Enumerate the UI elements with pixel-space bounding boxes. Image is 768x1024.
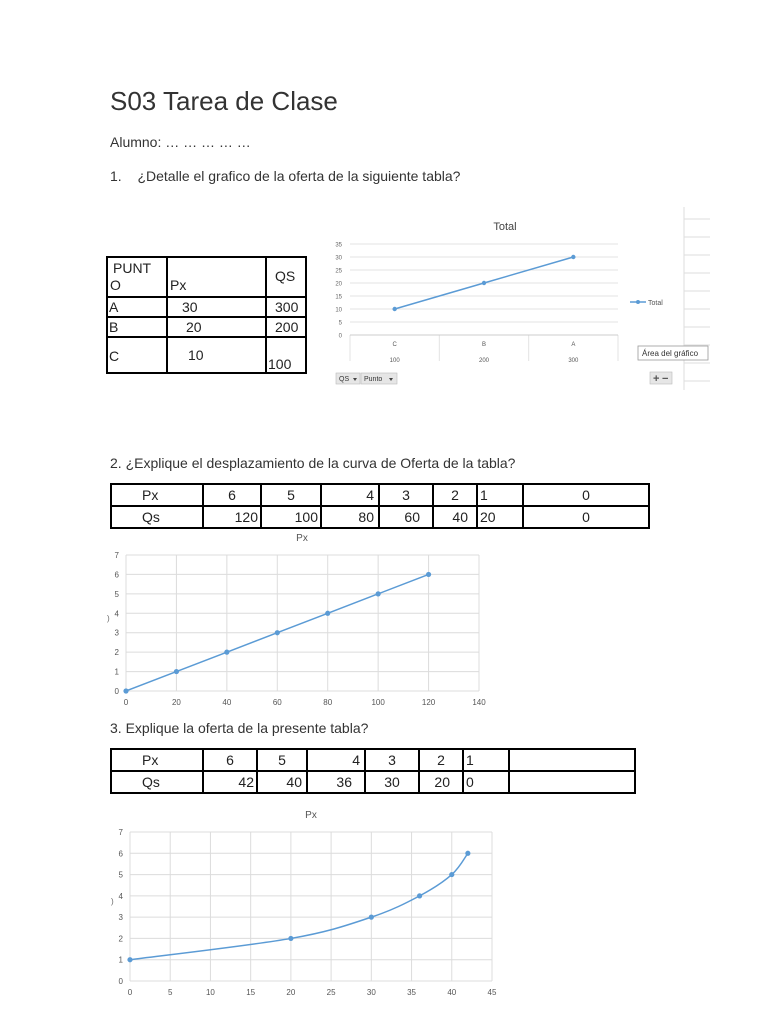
y-tick-label: 5 <box>338 320 342 327</box>
y-tick-label: 20 <box>335 281 342 288</box>
y-tick-label: 7 <box>118 828 123 837</box>
y-tick-label: 15 <box>335 294 342 301</box>
y-tick-label: 6 <box>118 849 123 859</box>
px-value: 6 <box>203 749 257 771</box>
student-line: Alumno: … … … … … <box>110 134 251 150</box>
x-tick-label: 140 <box>472 698 486 707</box>
chart-2[interactable] <box>105 528 495 712</box>
x-tick-label: 30 <box>366 988 376 997</box>
y-tick-label: 5 <box>118 870 123 880</box>
qs-value: 36 <box>307 771 365 793</box>
question-2: 2. ¿Explique el desplazamiento de la curva de Oferta de la tabla? <box>110 455 516 471</box>
data-point <box>426 572 431 577</box>
data-point <box>123 688 128 693</box>
chart-3[interactable] <box>108 804 508 1004</box>
qs-value: 0 <box>463 771 509 793</box>
x-category-label: C <box>392 342 397 348</box>
series-line <box>130 853 468 959</box>
row-px: 20 <box>186 319 202 335</box>
y-tick-label: 0 <box>338 333 342 340</box>
qs-value: 42 <box>203 771 257 793</box>
legend-marker <box>636 300 640 304</box>
data-point <box>449 872 454 877</box>
x-tick-label: 5 <box>167 988 173 997</box>
x-tick-label: 20 <box>286 988 296 997</box>
chart-1-axes <box>335 243 618 365</box>
qs-value: 0 <box>523 506 649 528</box>
row-qs: 200 <box>275 319 299 335</box>
data-point <box>288 936 293 941</box>
qs-filter-label: QS <box>339 376 350 383</box>
y-tick-label: 0 <box>118 977 123 986</box>
qs-value: 30 <box>365 771 419 793</box>
x-category-label: A <box>571 342 576 348</box>
table-row-px <box>111 484 649 506</box>
header-px-label: Px <box>170 277 187 293</box>
row-px: 10 <box>188 347 204 363</box>
px-value: 2 <box>419 749 463 771</box>
x-tick-label: 40 <box>222 698 232 707</box>
qs-value: 60 <box>379 506 433 528</box>
minus-icon[interactable]: − <box>662 373 669 385</box>
x-tick-label: 45 <box>487 988 497 997</box>
y-tick-label: 0 <box>114 687 119 696</box>
px-value: 6 <box>203 484 261 506</box>
y-tick-label: 7 <box>114 551 119 560</box>
header-px <box>167 257 266 297</box>
px-label: Px <box>111 484 203 506</box>
y-axis-label-fragment: ) <box>111 897 114 906</box>
qs-value: 120 <box>203 506 261 528</box>
y-tick-label: 4 <box>114 609 119 619</box>
y-tick-label: 2 <box>118 934 123 944</box>
row-punto: B <box>109 319 119 335</box>
x-tick-label: 80 <box>323 698 333 707</box>
y-tick-label: 3 <box>118 913 123 923</box>
header-qs <box>266 257 306 297</box>
supply-table-1 <box>106 256 307 374</box>
data-point <box>376 591 381 596</box>
px-value <box>509 749 635 771</box>
y-tick-label: 1 <box>118 955 123 965</box>
table-row-px <box>111 749 635 771</box>
y-tick-label: 3 <box>114 628 119 638</box>
px-value: 4 <box>307 749 365 771</box>
px-value: 3 <box>379 484 433 506</box>
table-row <box>107 297 306 317</box>
data-point <box>224 650 229 655</box>
y-tick-label: 6 <box>114 570 119 580</box>
row-px: 30 <box>182 299 198 315</box>
data-point <box>325 611 330 616</box>
table-row-qs <box>111 506 649 528</box>
px-value: 1 <box>477 484 523 506</box>
y-tick-label: 10 <box>335 307 342 314</box>
question-1-text: ¿Detalle el grafico de la oferta de la siguiente tabla? <box>137 168 461 184</box>
page-title: S03 Tarea de Clase <box>110 86 338 116</box>
x-category-sublabel: 300 <box>568 358 579 364</box>
px-value: 3 <box>365 749 419 771</box>
x-tick-label: 0 <box>123 698 129 707</box>
header-punto-line2: O <box>110 277 121 293</box>
px-value: 5 <box>257 749 307 771</box>
y-tick-label: 5 <box>114 589 119 599</box>
x-tick-label: 20 <box>171 698 181 707</box>
y-tick-label: 35 <box>335 242 342 249</box>
data-point <box>275 630 280 635</box>
question-1 <box>110 168 460 184</box>
qs-value: 40 <box>433 506 477 528</box>
chart-3-series <box>127 851 470 963</box>
px-value: 1 <box>463 749 509 771</box>
question-3: 3. Explique la oferta de la presente tabla? <box>110 720 369 736</box>
qs-value: 40 <box>257 771 307 793</box>
data-point <box>392 307 396 311</box>
x-category-sublabel: 200 <box>478 358 490 364</box>
x-tick-label: 10 <box>205 988 215 997</box>
x-category-label: B <box>481 342 487 348</box>
row-punto: C <box>109 348 120 364</box>
row-punto: A <box>109 299 119 315</box>
px-value: 5 <box>261 484 321 506</box>
x-tick-label: 60 <box>272 698 282 707</box>
y-tick-label: 25 <box>335 268 342 275</box>
supply-table-2 <box>110 483 650 529</box>
spreadsheet-cells <box>684 207 710 390</box>
data-point <box>571 255 575 259</box>
header-punto-line1: PUNT <box>113 260 152 276</box>
x-tick-label: 120 <box>421 698 436 707</box>
qs-label: Qs <box>111 506 203 528</box>
chart-3-title: Px <box>305 810 317 821</box>
x-tick-label: 0 <box>127 988 133 997</box>
x-tick-label: 100 <box>371 698 385 707</box>
px-value: 2 <box>433 484 477 506</box>
supply-table-3 <box>110 748 636 794</box>
x-tick-label: 35 <box>407 988 417 997</box>
chart-1-title: Total <box>493 221 517 233</box>
data-point <box>482 281 486 285</box>
legend-label: Total <box>648 300 663 307</box>
data-point <box>417 893 422 898</box>
data-point <box>127 957 132 962</box>
y-tick-label: 30 <box>335 255 342 262</box>
punto-filter-label: Punto <box>364 376 383 383</box>
y-axis-label-fragment: ) <box>107 614 110 623</box>
x-tick-label: 25 <box>326 988 336 997</box>
header-qs-label: QS <box>275 268 296 284</box>
chart-3-grid <box>130 832 492 981</box>
y-tick-label: 2 <box>114 648 119 658</box>
qs-label: Qs <box>111 771 203 793</box>
x-tick-label: 15 <box>246 988 256 997</box>
question-1-number: 1. <box>110 168 122 184</box>
chart-tooltip: Área del gráfico <box>642 349 699 358</box>
chart-1[interactable] <box>326 207 710 390</box>
x-tick-label: 40 <box>447 988 457 997</box>
row-qs: 300 <box>275 299 299 315</box>
qs-value <box>509 771 635 793</box>
data-point <box>369 915 374 920</box>
qs-value: 80 <box>321 506 379 528</box>
qs-value: 20 <box>419 771 463 793</box>
px-label: Px <box>111 749 203 771</box>
px-value: 4 <box>321 484 379 506</box>
qs-value: 20 <box>477 506 523 528</box>
plus-icon[interactable]: + <box>653 373 660 385</box>
y-tick-label: 1 <box>114 667 119 677</box>
px-value: 0 <box>523 484 649 506</box>
data-point <box>174 669 179 674</box>
header-punto <box>107 257 167 297</box>
x-category-sublabel: 100 <box>389 358 400 364</box>
data-point <box>465 851 470 856</box>
qs-value: 100 <box>261 506 321 528</box>
table-row <box>107 317 306 337</box>
y-tick-label: 4 <box>118 891 123 901</box>
row-qs: 100 <box>268 356 292 372</box>
table-row <box>107 337 306 373</box>
chart-2-title: Px <box>296 533 308 544</box>
table-row-qs <box>111 771 635 793</box>
